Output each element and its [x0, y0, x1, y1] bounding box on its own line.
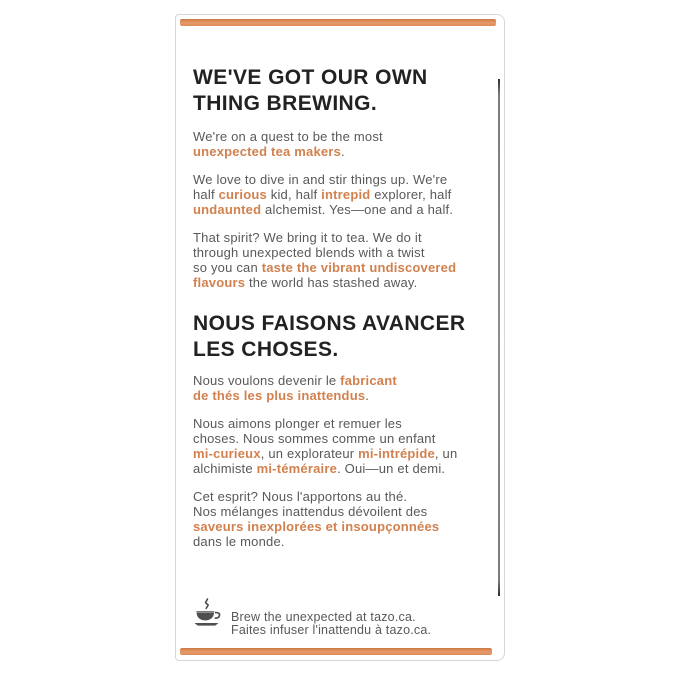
body-text: dans le monde.	[193, 534, 285, 549]
paragraph-fr-half	[193, 416, 484, 476]
highlighted-text: taste the vibrant undiscovered	[261, 260, 457, 275]
body-text: . Oui—un et demi.	[337, 461, 446, 476]
body-text: , un explorateur	[260, 446, 359, 461]
panel-copy	[176, 15, 504, 549]
highlighted-text: unexpected tea makers	[193, 144, 341, 159]
highlighted-text: mi-intrépide	[358, 446, 435, 461]
highlighted-text: saveurs inexplorées et insoupçonnées	[193, 519, 440, 534]
body-text: alchimiste	[193, 461, 257, 476]
paragraph-en-half	[193, 172, 484, 217]
body-text: kid, half	[266, 187, 322, 202]
footer-line-fr: Faites infuser l'inattendu à tazo.ca.	[231, 623, 432, 637]
highlighted-text: intrepid	[321, 187, 371, 202]
body-text: so you can	[193, 260, 262, 275]
highlighted-text: de thés les plus inattendus	[193, 388, 366, 403]
body-text: through unexpected blends with a twist	[193, 245, 425, 260]
paragraph-en-quest	[193, 129, 484, 159]
highlighted-text: undaunted	[193, 202, 262, 217]
footer-text	[231, 611, 431, 637]
body-text: explorer, half	[370, 187, 452, 202]
paragraph-en-spirit	[193, 230, 484, 290]
body-text: That spirit? We bring it to tea. We do it	[193, 230, 422, 245]
body-text: .	[341, 144, 345, 159]
accent-bar-bottom	[180, 648, 492, 655]
body-text: choses. Nous sommes comme un enfant	[193, 431, 436, 446]
body-text: Nous aimons plonger et remuer les	[193, 416, 402, 431]
paragraph-fr-spirit	[193, 489, 484, 549]
tea-box-side-panel	[175, 14, 505, 661]
body-text: Nos mélanges inattendus dévoilent des	[193, 504, 428, 519]
body-text: alchemist. Yes—one and a half.	[261, 202, 454, 217]
box-edge-fold-line	[498, 79, 500, 596]
accent-bar-top	[180, 19, 496, 26]
headline-english: WE'VE GOT OUR OWN THING BREWING.	[193, 66, 428, 115]
body-text: We love to dive in and stir things up. We're	[193, 172, 448, 187]
body-text: Cet esprit? Nous l'apportons au thé.	[193, 489, 408, 504]
highlighted-text: curious	[218, 187, 267, 202]
paragraph-fr-quest	[193, 373, 484, 403]
highlighted-text: mi-téméraire	[256, 461, 338, 476]
body-text: Nous voulons devenir le	[193, 373, 341, 388]
body-text: half	[193, 187, 219, 202]
body-text: the world has stashed away.	[245, 275, 418, 290]
highlighted-text: fabricant	[340, 373, 397, 388]
teacup-icon	[193, 597, 225, 637]
body-text: , un	[434, 446, 458, 461]
body-text: .	[365, 388, 370, 403]
footer	[193, 597, 483, 639]
highlighted-text: flavours	[193, 275, 246, 290]
highlighted-text: mi-curieux	[193, 446, 261, 461]
headline-french: NOUS FAISONS AVANCER LES CHOSES.	[193, 312, 466, 361]
body-text: We're on a quest to be the most	[193, 129, 383, 144]
footer-line-en: Brew the unexpected at tazo.ca.	[231, 610, 416, 624]
